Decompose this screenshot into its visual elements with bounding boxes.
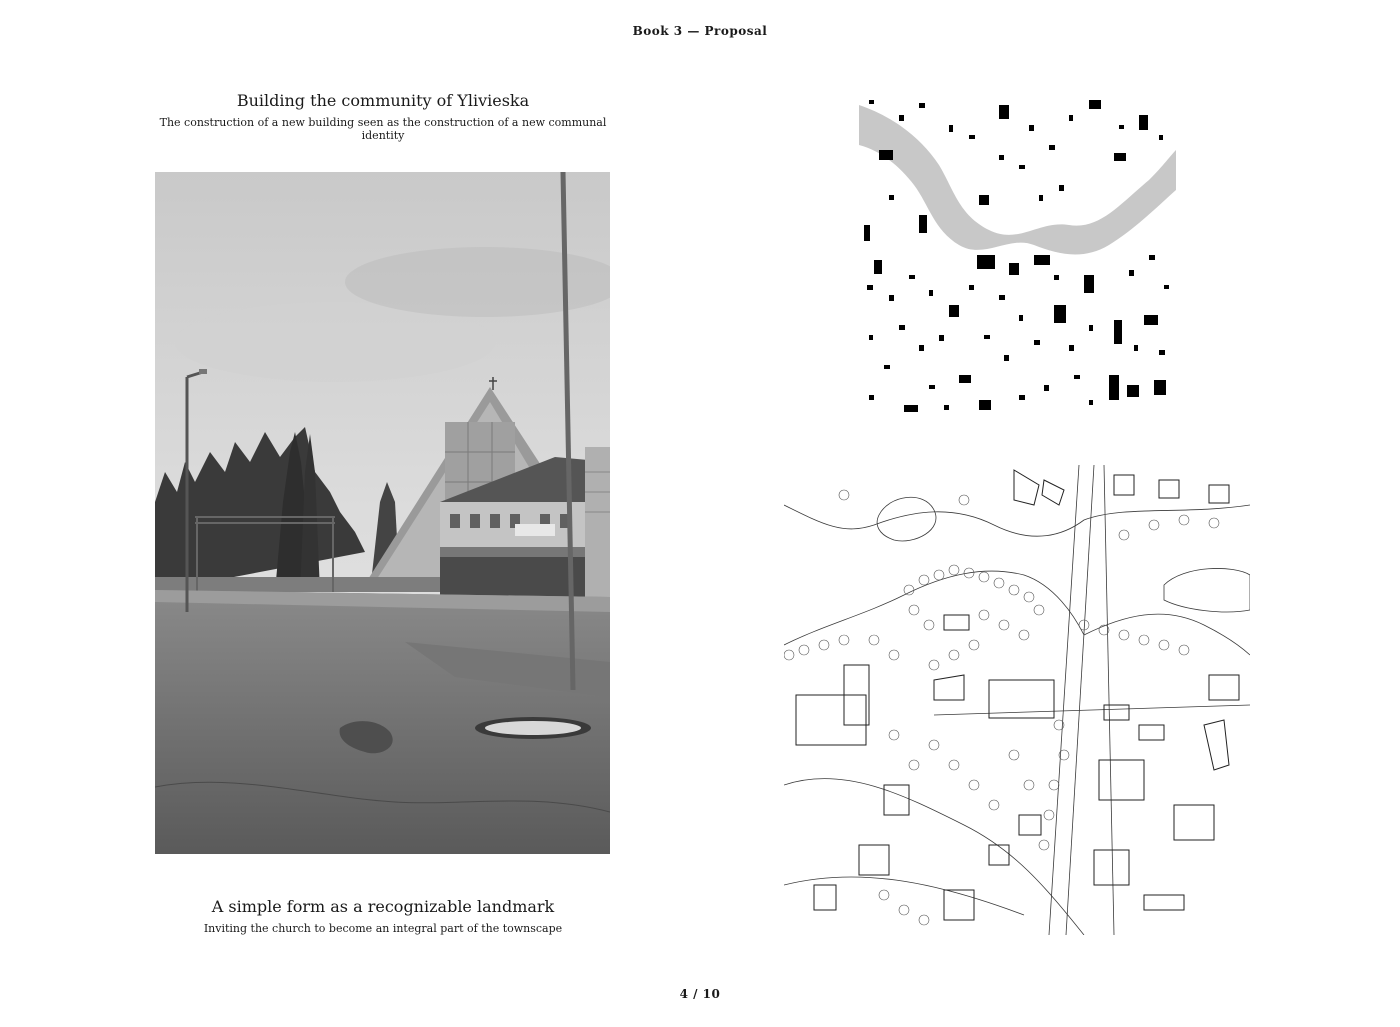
bottom-caption-subtitle: Inviting the church to become an integral part of the townscape <box>203 922 563 935</box>
street-photo <box>155 172 610 854</box>
page-number: 4 / 10 <box>679 987 721 1001</box>
bottom-caption <box>150 897 616 935</box>
top-caption-subtitle: The construction of a new building seen as the construction of a new communal identity <box>159 116 607 142</box>
book-header: Book 3 — Proposal <box>632 24 768 38</box>
site-plan-map <box>784 465 1250 935</box>
top-caption-title: Building the community of Ylivieska <box>236 91 530 110</box>
figure-ground-map <box>859 95 1176 412</box>
top-caption <box>150 91 616 142</box>
bottom-caption-title: A simple form as a recognizable landmark <box>211 897 555 916</box>
